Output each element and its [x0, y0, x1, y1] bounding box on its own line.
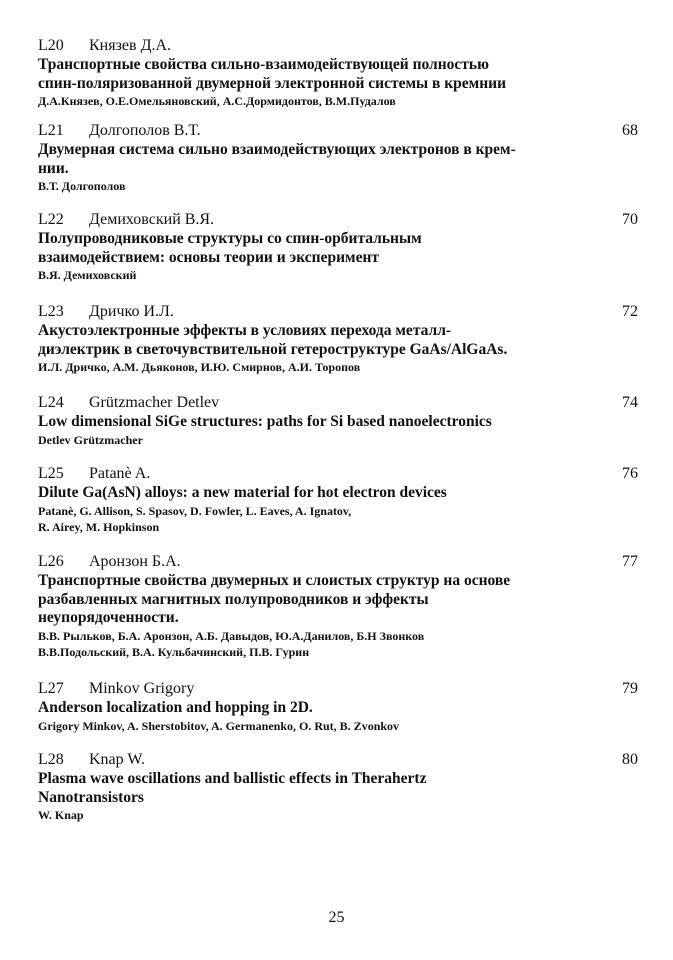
entry-header: [38, 750, 638, 770]
entry-title: Anderson localization and hopping in 2D.: [38, 699, 313, 716]
entry-header: [38, 679, 638, 699]
entry-title: Plasma wave oscillations and ballistic effects in Therahertz Nanotransistors: [38, 770, 427, 806]
entry-authors: В.В. Рыльков, Б.А. Аронзон, А.Б. Давыдов, Ю.А.Данилов, Б.Н Звонков В.В.Подольский, В.А. Кульбачинский, П.В. Гурин: [38, 628, 425, 659]
entry-code: L22: [38, 211, 64, 228]
entry-header: [38, 552, 638, 572]
entry-code: L21: [38, 122, 64, 139]
entry-code: L25: [38, 465, 64, 482]
entry-title: Dilute Ga(AsN) alloys: a new material for hot electron devices: [38, 484, 447, 501]
entry-presenter: Knap W.: [89, 751, 145, 768]
entry-presenter: Grützmacher Detlev: [89, 394, 220, 411]
entry-authors: Detlev Grützmacher: [38, 432, 143, 447]
entry-title: Low dimensional SiGe structures: paths for Si based nanoelectronics: [38, 413, 492, 430]
page-footer-number: 25: [328, 909, 345, 926]
toc-entry-l27: [38, 679, 638, 734]
entry-header: [38, 464, 638, 484]
entry-presenter: Дричко И.Л.: [89, 303, 174, 320]
toc-entry-l21: [38, 121, 638, 194]
entry-presenter: Minkov Grigory: [89, 680, 195, 697]
entry-page-number: 68: [622, 122, 638, 139]
entry-code: L23: [38, 303, 64, 320]
toc-entry-l24: [38, 393, 638, 448]
entry-header: [38, 302, 638, 322]
entry-authors: И.Л. Дричко, А.М. Дьяконов, И.Ю. Смирнов, А.И. Торопов: [38, 360, 361, 374]
entry-code: L27: [38, 680, 64, 697]
entry-code: L28: [38, 751, 64, 768]
entry-page-number: 76: [622, 465, 638, 482]
entry-title: Акустоэлектронные эффекты в условиях перехода металл- диэлектрик в светочувствительной гетероструктуре GaAs/AlGaAs.: [38, 322, 508, 358]
entry-presenter: Долгополов В.Т.: [89, 122, 201, 139]
toc-entry-l23: [38, 302, 638, 375]
entry-title: Транспортные свойства сильно-взаимодействующей полностью спин-поляризованной двумерной электронной системы в кремнии: [38, 56, 507, 92]
entry-presenter: Аронзон Б.А.: [89, 553, 181, 570]
entry-header: [38, 210, 638, 230]
entry-page-number: 70: [622, 211, 638, 228]
entry-page-number: 72: [622, 303, 638, 320]
entry-title: Двумерная система сильно взаимодействующих электронов в крем- нии.: [38, 141, 516, 177]
entry-authors: Д.А.Князев, О.Е.Омельяновский, А.С.Дормидонтов, В.М.Пудалов: [38, 94, 396, 108]
entry-authors: W. Knap: [38, 808, 84, 822]
entry-title: Транспортные свойства двумерных и слоистых структур на основе разбавленных магнитных полупроводников и эффекты неупорядоченности.: [38, 572, 511, 626]
entry-header: [38, 393, 638, 413]
entry-page-number: 80: [622, 751, 638, 768]
entry-code: L26: [38, 553, 64, 570]
toc-entry-l26: [38, 552, 638, 660]
entry-authors: Patanè, G. Allison, S. Spasov, D. Fowler, L. Eaves, A. Ignatov, R. Airey, M. Hopkinson: [38, 503, 352, 534]
entry-presenter: Patanè A.: [89, 465, 151, 482]
entry-header: [38, 121, 638, 141]
entry-code: L20: [38, 37, 64, 54]
toc-entry-l20: [38, 36, 638, 109]
toc-entry-l28: [38, 750, 638, 823]
entry-authors: В.Т. Долгополов: [38, 179, 126, 193]
entry-page-number: 79: [622, 680, 638, 697]
toc-entry-l22: [38, 210, 638, 283]
entry-presenter: Князев Д.А.: [89, 37, 172, 54]
entry-page-number: 74: [622, 394, 638, 411]
entry-page-number: 77: [622, 553, 638, 570]
entry-header: [38, 36, 638, 56]
entry-authors: Grigory Minkov, A. Sherstobitov, A. Germanenko, O. Rut, B. Zvonkov: [38, 718, 400, 733]
toc-entry-l25: [38, 464, 638, 535]
entry-presenter: Демиховский В.Я.: [89, 211, 215, 228]
entry-authors: В.Я. Демиховский: [38, 268, 137, 282]
entry-code: L24: [38, 394, 64, 411]
entry-title: Полупроводниковые структуры со спин-орбитальным взаимодействием: основы теории и эксперимент: [38, 230, 422, 266]
